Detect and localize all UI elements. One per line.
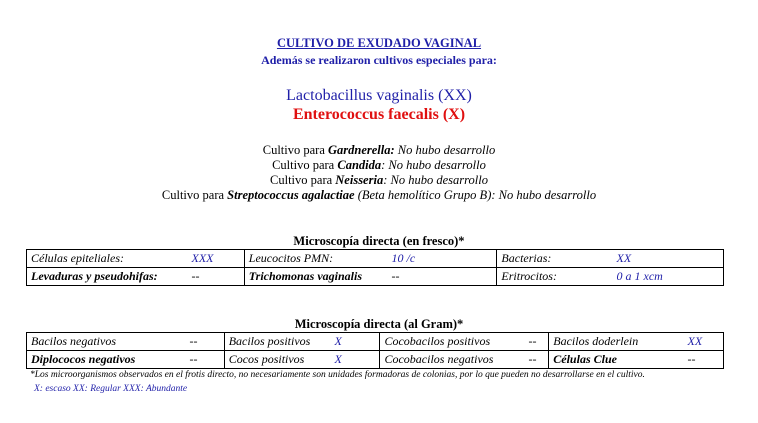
gram-cell: Bacilos doderlein XX (549, 333, 724, 351)
table-row (27, 250, 724, 268)
gram-cell: Células Clue -- (549, 351, 724, 369)
fresco-table (26, 249, 724, 286)
fresco-cell: Leucocitos PMN: 10 /c (244, 250, 497, 268)
footnote: *Los microorganismos observados en el frotis directo, no necesariamente son unidades formadoras de colonias, por lo que pueden no desarrollarse en el cultivo. (30, 370, 645, 380)
gram-cell: Bacilos negativos -- (27, 333, 225, 351)
cultivo-neisseria: Cultivo para Neisseria: No hubo desarrollo (270, 173, 488, 187)
report-title: CULTIVO DE EXUDADO VAGINAL (276, 36, 482, 50)
fresco-cell: Células epiteliales: XXX (27, 250, 245, 268)
gram-cell: Cocobacilos negativos -- (380, 351, 549, 369)
gram-section-title: Microscopía directa (al Gram)* (294, 317, 464, 331)
gram-cell: Cocobacilos positivos -- (380, 333, 549, 351)
report-subtitle: Además se realizaron cultivos especiales para: (261, 53, 497, 67)
gram-cell: Bacilos positivos X (224, 333, 380, 351)
gram-cell: Diplococos negativos -- (27, 351, 225, 369)
abundance-legend: X: escaso XX: Regular XXX: Abundante (34, 384, 188, 394)
fresco-cell: Eritrocitos: 0 a 1 xcm (497, 268, 724, 286)
cultivo-candida: Cultivo para Candida: No hubo desarrollo (272, 158, 486, 172)
organism-enterococcus: Enterococcus faecalis (X) (292, 106, 466, 123)
table-row (27, 268, 724, 286)
cultivo-gardnerella: Cultivo para Gardnerella: No hubo desarrollo (262, 143, 496, 157)
cultivo-streptococcus: Cultivo para Streptococcus agalactiae (Beta hemolítico Grupo B): No hubo desarrollo (161, 188, 597, 202)
fresco-cell: Bacterias: XX (497, 250, 724, 268)
gram-cell: Cocos positivos X (224, 351, 380, 369)
gram-table (26, 332, 724, 369)
fresco-cell: Trichomonas vaginalis -- (244, 268, 497, 286)
fresco-section-title: Microscopía directa (en fresco)* (293, 234, 465, 248)
organism-lactobacillus: Lactobacillus vaginalis (XX) (286, 87, 472, 104)
table-row (27, 333, 724, 351)
table-row (27, 351, 724, 369)
fresco-cell: Levaduras y pseudohifas: -- (27, 268, 245, 286)
